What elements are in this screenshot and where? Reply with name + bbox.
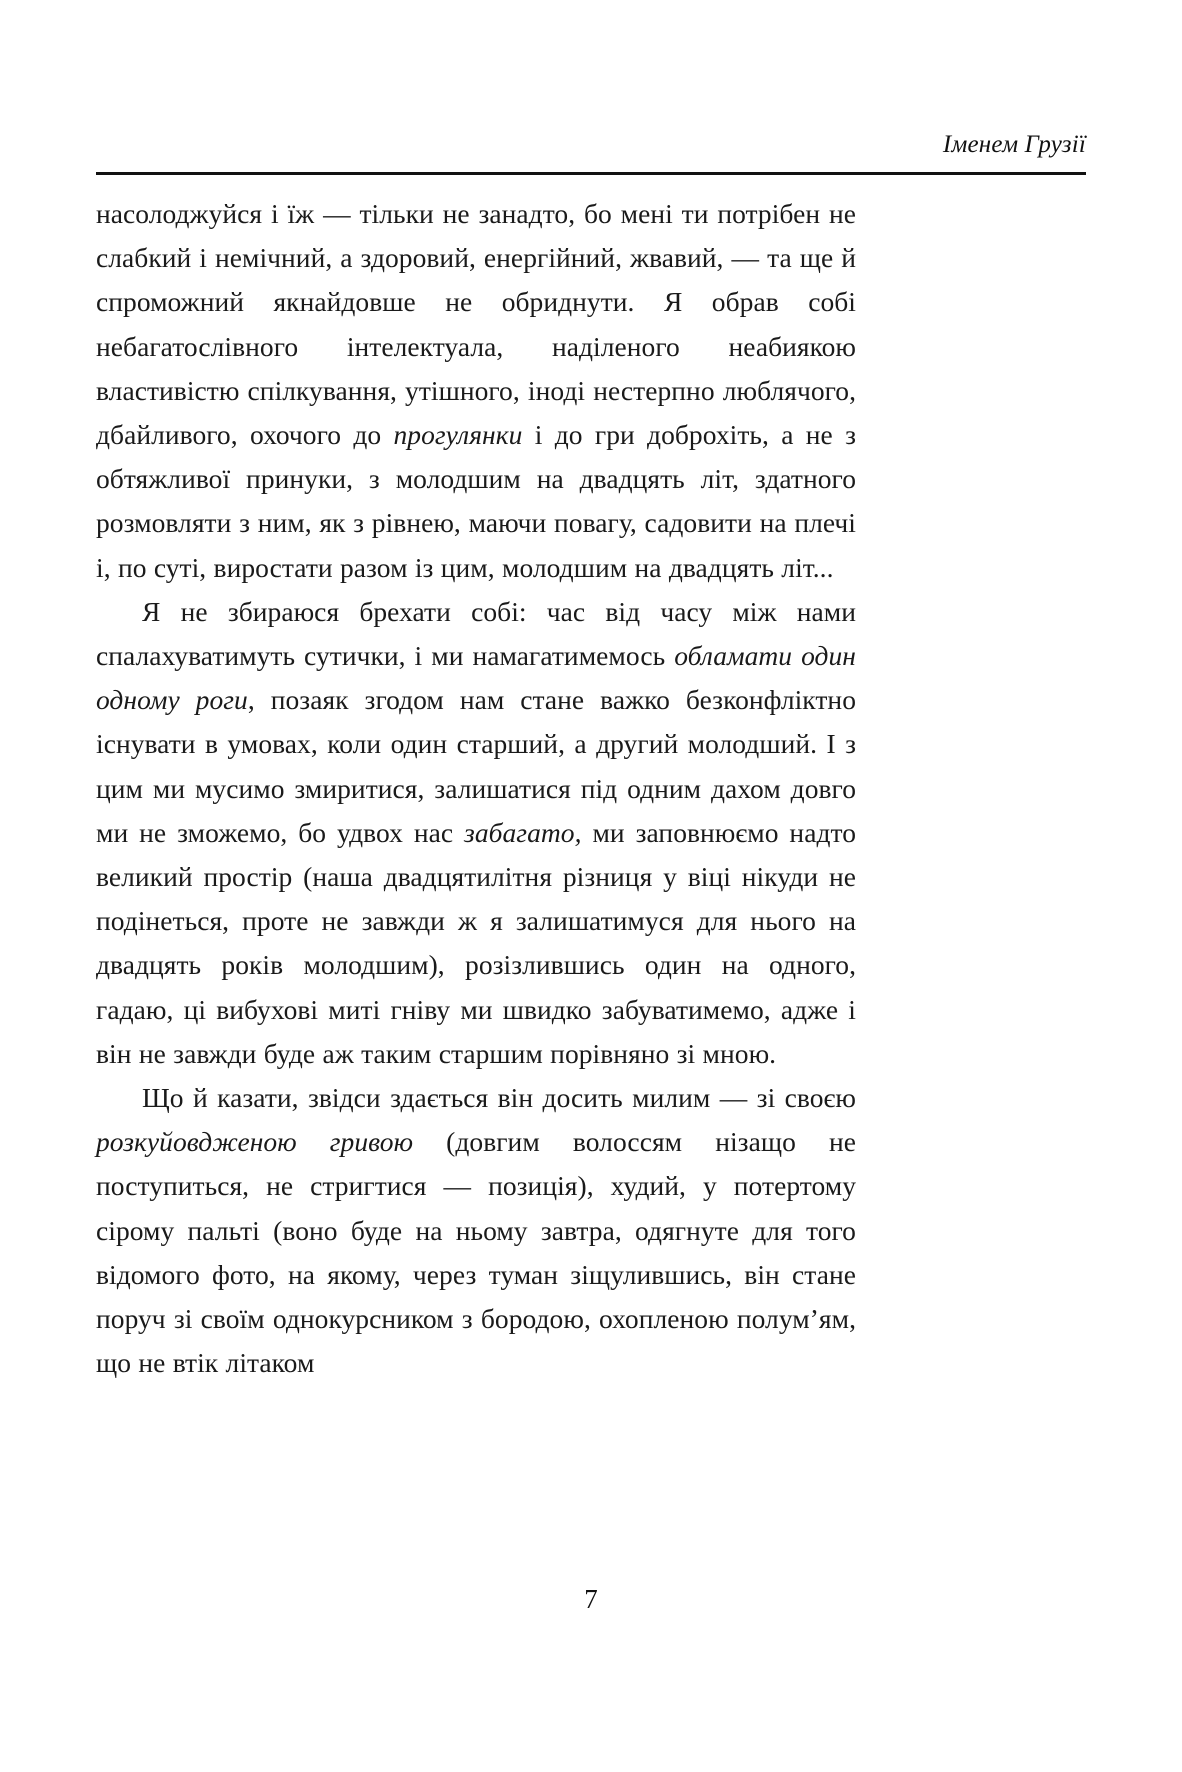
emphasis-text: обламати один одному роги (96, 640, 856, 716)
emphasis-text: забагато, (464, 816, 582, 848)
body-text-block (96, 192, 856, 1385)
body-text: (довгим волоссям нізащо не поступиться, не стригтися — позиція), худий, у потертому сірому пальті (воно буде на ньому завтра, одягнуте для того відомого фото, на якому, через туман зіщулившись, він стане поруч зі своїм однокурсником з бородою, охопленою полум’ям, що не втік літаком (96, 1126, 857, 1379)
emphasis-text: розкуйовдженою гривою (96, 1126, 414, 1158)
body-paragraph (96, 192, 856, 590)
running-head: Іменем Грузії (942, 131, 1086, 158)
emphasis-text: прогулянки (393, 419, 523, 451)
page-number: 7 (584, 1584, 598, 1614)
header-rule-divider (96, 172, 1086, 175)
body-text: насолоджуйся і їж — тільки не занадто, бо мені ти потрібен не слабкий і немічний, а здоровий, енергійний, жвавий, — та ще й спроможний якнайдовше не обриднути. Я обрав собі небагатослівного інтелектуала, наділеного неабиякою властивістю спілкування, утішного, іноді нестерпно люблячого, дбайливого, охочого до (96, 198, 856, 451)
body-text: ми заповнюємо надто великий простір (наша двадцятилітня різниця у віці нікуди не подінеться, проте не завжди ж я залишатимуся для нього на двадцять років молодшим), розізлившись один на одного, гадаю, ці вибухові миті гніву ми швидко забуватимемо, адже і він не завжди буде аж таким старшим порівняно зі мною. (96, 816, 856, 1069)
body-text: Що й казати, звідси здається він досить милим — зі своєю (142, 1082, 856, 1114)
body-paragraph (96, 590, 856, 1076)
body-paragraph (96, 1076, 856, 1385)
body-text: Я не збираюся брехати собі: час від часу між нами спалахуватимуть сутички, і ми намагатимемось (96, 595, 856, 672)
body-text: і до гри доброхіть, а не з обтяжливої принуки, з молодшим на двадцять літ, здатного розмовляти з ним, як з рівнею, маючи повагу, садовити на плечі і, по суті, виростати разом із цим, молодшим на двадцять літ... (96, 419, 856, 583)
body-text: , позаяк згодом нам стане важко безконфліктно існувати в умовах, коли один старший, а другий молодший. І з цим ми мусимо змиритися, залишатися під одним дахом довго ми не зможемо, бо удвох нас (96, 684, 856, 848)
